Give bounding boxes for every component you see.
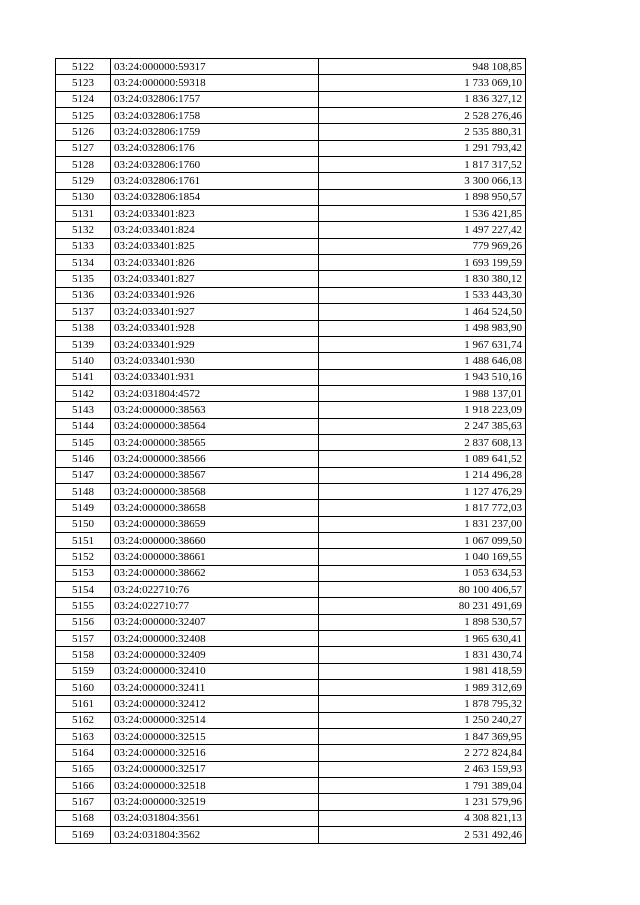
- value-cell: 1 878 795,32: [319, 696, 526, 712]
- table-row: [56, 483, 526, 499]
- row-number-cell: 5148: [56, 483, 111, 499]
- table-row: [56, 696, 526, 712]
- value-cell: 1 533 443,30: [319, 287, 526, 303]
- table-row: [56, 532, 526, 548]
- value-cell: 1 830 380,12: [319, 271, 526, 287]
- table-row: [56, 729, 526, 745]
- value-cell: 1 988 137,01: [319, 385, 526, 401]
- table-row: [56, 75, 526, 91]
- row-number-cell: 5124: [56, 91, 111, 107]
- cadastral-number-cell: 03:24:000000:32518: [111, 778, 319, 794]
- row-number-cell: 5168: [56, 810, 111, 826]
- table-row: [56, 385, 526, 401]
- row-number-cell: 5135: [56, 271, 111, 287]
- cadastral-number-cell: 03:24:033401:825: [111, 238, 319, 254]
- cadastral-number-cell: 03:24:000000:38567: [111, 467, 319, 483]
- table-row: [56, 745, 526, 761]
- cadastral-number-cell: 03:24:033401:927: [111, 304, 319, 320]
- table-row: [56, 631, 526, 647]
- cadastral-number-cell: 03:24:032806:1761: [111, 173, 319, 189]
- value-cell: 1 847 369,95: [319, 729, 526, 745]
- cadastral-number-cell: 03:24:032806:1757: [111, 91, 319, 107]
- table-row: [56, 614, 526, 630]
- table-row: [56, 663, 526, 679]
- cadastral-number-cell: 03:24:000000:38659: [111, 516, 319, 532]
- cadastral-number-cell: 03:24:000000:38568: [111, 483, 319, 499]
- value-cell: 1 965 630,41: [319, 631, 526, 647]
- value-cell: 2 528 276,46: [319, 108, 526, 124]
- table-row: [56, 320, 526, 336]
- table-row: [56, 157, 526, 173]
- cadastral-number-cell: 03:24:033401:823: [111, 206, 319, 222]
- cadastral-number-cell: 03:24:032806:1758: [111, 108, 319, 124]
- row-number-cell: 5131: [56, 206, 111, 222]
- value-cell: 1 898 530,57: [319, 614, 526, 630]
- row-number-cell: 5141: [56, 369, 111, 385]
- row-number-cell: 5146: [56, 451, 111, 467]
- value-cell: 1 817 317,52: [319, 157, 526, 173]
- cadastral-number-cell: 03:24:000000:32412: [111, 696, 319, 712]
- cadastral-number-cell: 03:24:000000:32410: [111, 663, 319, 679]
- row-number-cell: 5139: [56, 336, 111, 352]
- table-row: [56, 206, 526, 222]
- cadastral-number-cell: 03:24:000000:38661: [111, 549, 319, 565]
- row-number-cell: 5132: [56, 222, 111, 238]
- value-cell: 1 497 227,42: [319, 222, 526, 238]
- value-cell: 1 127 476,29: [319, 483, 526, 499]
- cadastral-number-cell: 03:24:000000:38660: [111, 532, 319, 548]
- row-number-cell: 5161: [56, 696, 111, 712]
- cadastral-number-cell: 03:24:000000:32516: [111, 745, 319, 761]
- value-cell: 1 831 430,74: [319, 647, 526, 663]
- value-cell: 2 463 159,93: [319, 761, 526, 777]
- cadastral-number-cell: 03:24:032806:176: [111, 140, 319, 156]
- row-number-cell: 5129: [56, 173, 111, 189]
- value-cell: 1 464 524,50: [319, 304, 526, 320]
- value-cell: 1 291 793,42: [319, 140, 526, 156]
- cadastral-number-cell: 03:24:032806:1854: [111, 189, 319, 205]
- table-row: [56, 173, 526, 189]
- table-row: [56, 810, 526, 826]
- table-row: [56, 59, 526, 75]
- value-cell: 1 791 389,04: [319, 778, 526, 794]
- cadastral-number-cell: 03:24:000000:32408: [111, 631, 319, 647]
- value-cell: 1 836 327,12: [319, 91, 526, 107]
- row-number-cell: 5127: [56, 140, 111, 156]
- row-number-cell: 5130: [56, 189, 111, 205]
- value-cell: 1 231 579,96: [319, 794, 526, 810]
- row-number-cell: 5123: [56, 75, 111, 91]
- table-row: [56, 255, 526, 271]
- value-cell: 1 831 237,00: [319, 516, 526, 532]
- cadastral-number-cell: 03:24:000000:59318: [111, 75, 319, 91]
- value-cell: 2 837 608,13: [319, 434, 526, 450]
- value-cell: 1 250 240,27: [319, 712, 526, 728]
- table-row: [56, 418, 526, 434]
- value-cell: 2 272 824,84: [319, 745, 526, 761]
- value-cell: 779 969,26: [319, 238, 526, 254]
- table-row: [56, 238, 526, 254]
- row-number-cell: 5158: [56, 647, 111, 663]
- cadastral-number-cell: 03:24:022710:77: [111, 598, 319, 614]
- row-number-cell: 5154: [56, 582, 111, 598]
- cadastral-number-cell: 03:24:000000:38565: [111, 434, 319, 450]
- cadastral-number-cell: 03:24:032806:1760: [111, 157, 319, 173]
- cadastral-number-cell: 03:24:033401:929: [111, 336, 319, 352]
- table-row: [56, 778, 526, 794]
- row-number-cell: 5138: [56, 320, 111, 336]
- cadastral-number-cell: 03:24:000000:38658: [111, 500, 319, 516]
- table-row: [56, 108, 526, 124]
- table-row: [56, 91, 526, 107]
- cadastral-number-cell: 03:24:000000:38566: [111, 451, 319, 467]
- cadastral-number-cell: 03:24:000000:32519: [111, 794, 319, 810]
- row-number-cell: 5147: [56, 467, 111, 483]
- table-row: [56, 647, 526, 663]
- row-number-cell: 5164: [56, 745, 111, 761]
- row-number-cell: 5152: [56, 549, 111, 565]
- row-number-cell: 5157: [56, 631, 111, 647]
- table-row: [56, 827, 526, 843]
- row-number-cell: 5143: [56, 402, 111, 418]
- value-cell: 80 231 491,69: [319, 598, 526, 614]
- table-row: [56, 353, 526, 369]
- row-number-cell: 5133: [56, 238, 111, 254]
- row-number-cell: 5156: [56, 614, 111, 630]
- row-number-cell: 5155: [56, 598, 111, 614]
- cadastral-number-cell: 03:24:000000:38564: [111, 418, 319, 434]
- cadastral-number-cell: 03:24:031804:3561: [111, 810, 319, 826]
- table-row: [56, 124, 526, 140]
- cadastral-number-cell: 03:24:033401:931: [111, 369, 319, 385]
- cadastral-number-cell: 03:24:031804:4572: [111, 385, 319, 401]
- cadastral-number-cell: 03:24:000000:59317: [111, 59, 319, 75]
- row-number-cell: 5145: [56, 434, 111, 450]
- row-number-cell: 5162: [56, 712, 111, 728]
- value-cell: 80 100 406,57: [319, 582, 526, 598]
- cadastral-number-cell: 03:24:033401:826: [111, 255, 319, 271]
- value-cell: 4 308 821,13: [319, 810, 526, 826]
- row-number-cell: 5153: [56, 565, 111, 581]
- cadastral-number-cell: 03:24:033401:824: [111, 222, 319, 238]
- value-cell: 1 989 312,69: [319, 680, 526, 696]
- table-body: [56, 59, 526, 844]
- row-number-cell: 5122: [56, 59, 111, 75]
- value-cell: 1 089 641,52: [319, 451, 526, 467]
- row-number-cell: 5140: [56, 353, 111, 369]
- value-cell: 1 898 950,57: [319, 189, 526, 205]
- value-cell: 2 535 880,31: [319, 124, 526, 140]
- row-number-cell: 5144: [56, 418, 111, 434]
- table-row: [56, 434, 526, 450]
- value-cell: 1 214 496,28: [319, 467, 526, 483]
- table-row: [56, 222, 526, 238]
- cadastral-number-cell: 03:24:000000:32515: [111, 729, 319, 745]
- row-number-cell: 5159: [56, 663, 111, 679]
- table-row: [56, 467, 526, 483]
- cadastral-number-cell: 03:24:000000:32514: [111, 712, 319, 728]
- table-row: [56, 794, 526, 810]
- table-row: [56, 451, 526, 467]
- cadastral-number-cell: 03:24:033401:928: [111, 320, 319, 336]
- row-number-cell: 5160: [56, 680, 111, 696]
- value-cell: 948 108,85: [319, 59, 526, 75]
- row-number-cell: 5134: [56, 255, 111, 271]
- value-cell: 1 040 169,55: [319, 549, 526, 565]
- value-cell: 2 247 385,63: [319, 418, 526, 434]
- table-row: [56, 189, 526, 205]
- cadastral-number-cell: 03:24:000000:32517: [111, 761, 319, 777]
- table-row: [56, 369, 526, 385]
- cadastral-number-cell: 03:24:000000:38563: [111, 402, 319, 418]
- row-number-cell: 5166: [56, 778, 111, 794]
- cadastral-number-cell: 03:24:000000:38662: [111, 565, 319, 581]
- table-row: [56, 565, 526, 581]
- table-row: [56, 336, 526, 352]
- value-cell: 1 488 646,08: [319, 353, 526, 369]
- cadastral-number-cell: 03:24:031804:3562: [111, 827, 319, 843]
- table-row: [56, 549, 526, 565]
- table-row: [56, 712, 526, 728]
- value-cell: 1 817 772,03: [319, 500, 526, 516]
- row-number-cell: 5137: [56, 304, 111, 320]
- value-cell: 3 300 066,13: [319, 173, 526, 189]
- table-row: [56, 761, 526, 777]
- table-row: [56, 271, 526, 287]
- value-cell: 1 981 418,59: [319, 663, 526, 679]
- value-cell: 1 498 983,90: [319, 320, 526, 336]
- cadastral-number-cell: 03:24:000000:32411: [111, 680, 319, 696]
- value-cell: 1 536 421,85: [319, 206, 526, 222]
- table-row: [56, 516, 526, 532]
- row-number-cell: 5149: [56, 500, 111, 516]
- value-cell: 1 067 099,50: [319, 532, 526, 548]
- cadastral-number-cell: 03:24:033401:930: [111, 353, 319, 369]
- cadastral-number-cell: 03:24:033401:926: [111, 287, 319, 303]
- table-row: [56, 304, 526, 320]
- value-cell: 1 733 069,10: [319, 75, 526, 91]
- table-row: [56, 140, 526, 156]
- table-row: [56, 402, 526, 418]
- value-cell: 1 967 631,74: [319, 336, 526, 352]
- value-cell: 1 943 510,16: [319, 369, 526, 385]
- value-cell: 2 531 492,46: [319, 827, 526, 843]
- row-number-cell: 5150: [56, 516, 111, 532]
- table-row: [56, 287, 526, 303]
- row-number-cell: 5142: [56, 385, 111, 401]
- value-cell: 1 053 634,53: [319, 565, 526, 581]
- cadastral-number-cell: 03:24:000000:32407: [111, 614, 319, 630]
- row-number-cell: 5167: [56, 794, 111, 810]
- table-row: [56, 598, 526, 614]
- cadastral-value-table: [55, 58, 526, 844]
- cadastral-number-cell: 03:24:033401:827: [111, 271, 319, 287]
- row-number-cell: 5151: [56, 532, 111, 548]
- row-number-cell: 5136: [56, 287, 111, 303]
- value-cell: 1 693 199,59: [319, 255, 526, 271]
- table-row: [56, 500, 526, 516]
- row-number-cell: 5126: [56, 124, 111, 140]
- cadastral-number-cell: 03:24:022710:76: [111, 582, 319, 598]
- row-number-cell: 5165: [56, 761, 111, 777]
- row-number-cell: 5169: [56, 827, 111, 843]
- table-row: [56, 680, 526, 696]
- row-number-cell: 5125: [56, 108, 111, 124]
- cadastral-number-cell: 03:24:032806:1759: [111, 124, 319, 140]
- row-number-cell: 5163: [56, 729, 111, 745]
- table-row: [56, 582, 526, 598]
- value-cell: 1 918 223,09: [319, 402, 526, 418]
- row-number-cell: 5128: [56, 157, 111, 173]
- cadastral-number-cell: 03:24:000000:32409: [111, 647, 319, 663]
